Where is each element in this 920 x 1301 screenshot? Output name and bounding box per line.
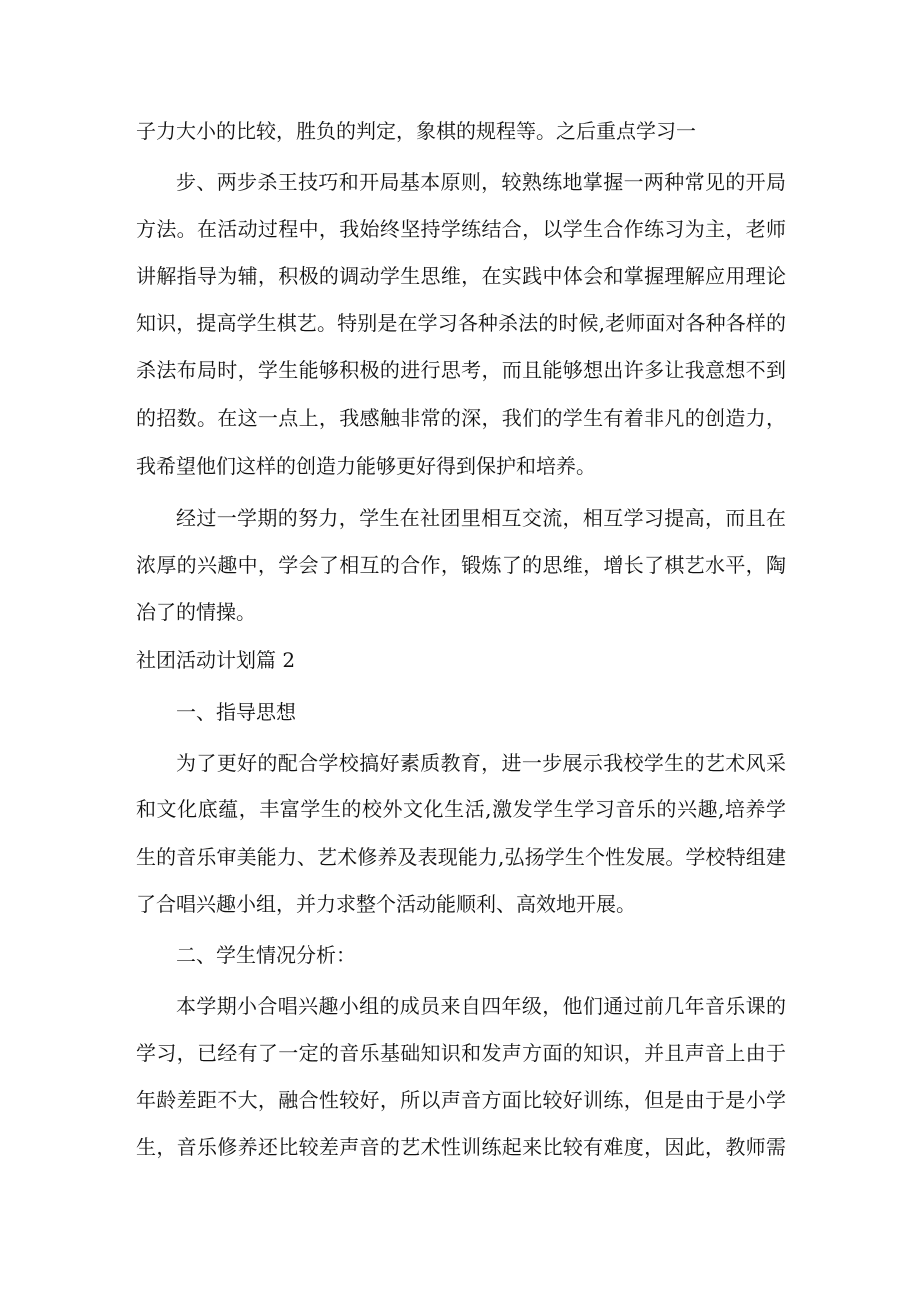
text-line: 生，音乐修养还比较差声音的艺术性训练起来比较有难度，因此，教师需 — [136, 1135, 786, 1159]
text-line: 和文化底蕴，丰富学生的校外文化生活,激发学生学习音乐的兴趣,培养学 — [136, 797, 786, 821]
text-line: 本学期小合唱兴趣小组的成员来自四年级，他们通过前几年音乐课的 — [176, 994, 786, 1018]
text-line: 杀法布局时，学生能够积极的进行思考，而且能够想出许多让我意想不到 — [136, 358, 786, 382]
text-line: 讲解指导为辅，积极的调动学生思维，在实践中体会和掌握理解应用理论 — [136, 264, 786, 288]
section-heading: 二、学生情况分析： — [176, 943, 356, 967]
text-line: 我希望他们这样的创造力能够更好得到保护和培养。 — [136, 454, 596, 478]
text-line: 的招数。在这一点上，我感触非常的深，我们的学生有着非凡的创造力， — [136, 406, 786, 430]
section-title: 社团活动计划篇 2 — [136, 648, 296, 672]
section-heading: 一、指导思想 — [176, 700, 296, 724]
text-line: 经过一学期的努力，学生在社团里相互交流，相互学习提高，而且在 — [176, 506, 786, 530]
text-line: 方法。在活动过程中，我始终坚持学练结合，以学生合作练习为主，老师 — [136, 217, 786, 241]
text-line: 子力大小的比较，胜负的判定，象棋的规程等。之后重点学习一 — [136, 119, 696, 143]
text-line: 浓厚的兴趣中，学会了相互的合作，锻炼了的思维，增长了棋艺水平，陶 — [136, 553, 786, 577]
text-line: 为了更好的配合学校搞好素质教育，进一步展示我校学生的艺术风采 — [176, 751, 786, 775]
text-line: 年龄差距不大，融合性较好，所以声音方面比较好训练，但是由于是小学 — [136, 1088, 786, 1112]
text-line: 知识，提高学生棋艺。特别是在学习各种杀法的时候,老师面对各种各样的 — [136, 311, 786, 335]
text-line: 学习，已经有了一定的音乐基础知识和发声方面的知识，并且声音上由于 — [136, 1041, 786, 1065]
text-line: 步、两步杀王技巧和开局基本原则，较熟练地掌握一两种常见的开局 — [176, 170, 786, 194]
text-line: 冶了的情操。 — [136, 600, 256, 624]
text-line: 了合唱兴趣小组，并力求整个活动能顺利、高效地开展。 — [136, 892, 636, 916]
text-line: 生的音乐审美能力、艺术修养及表现能力,弘扬学生个性发展。学校特组建 — [136, 845, 786, 869]
